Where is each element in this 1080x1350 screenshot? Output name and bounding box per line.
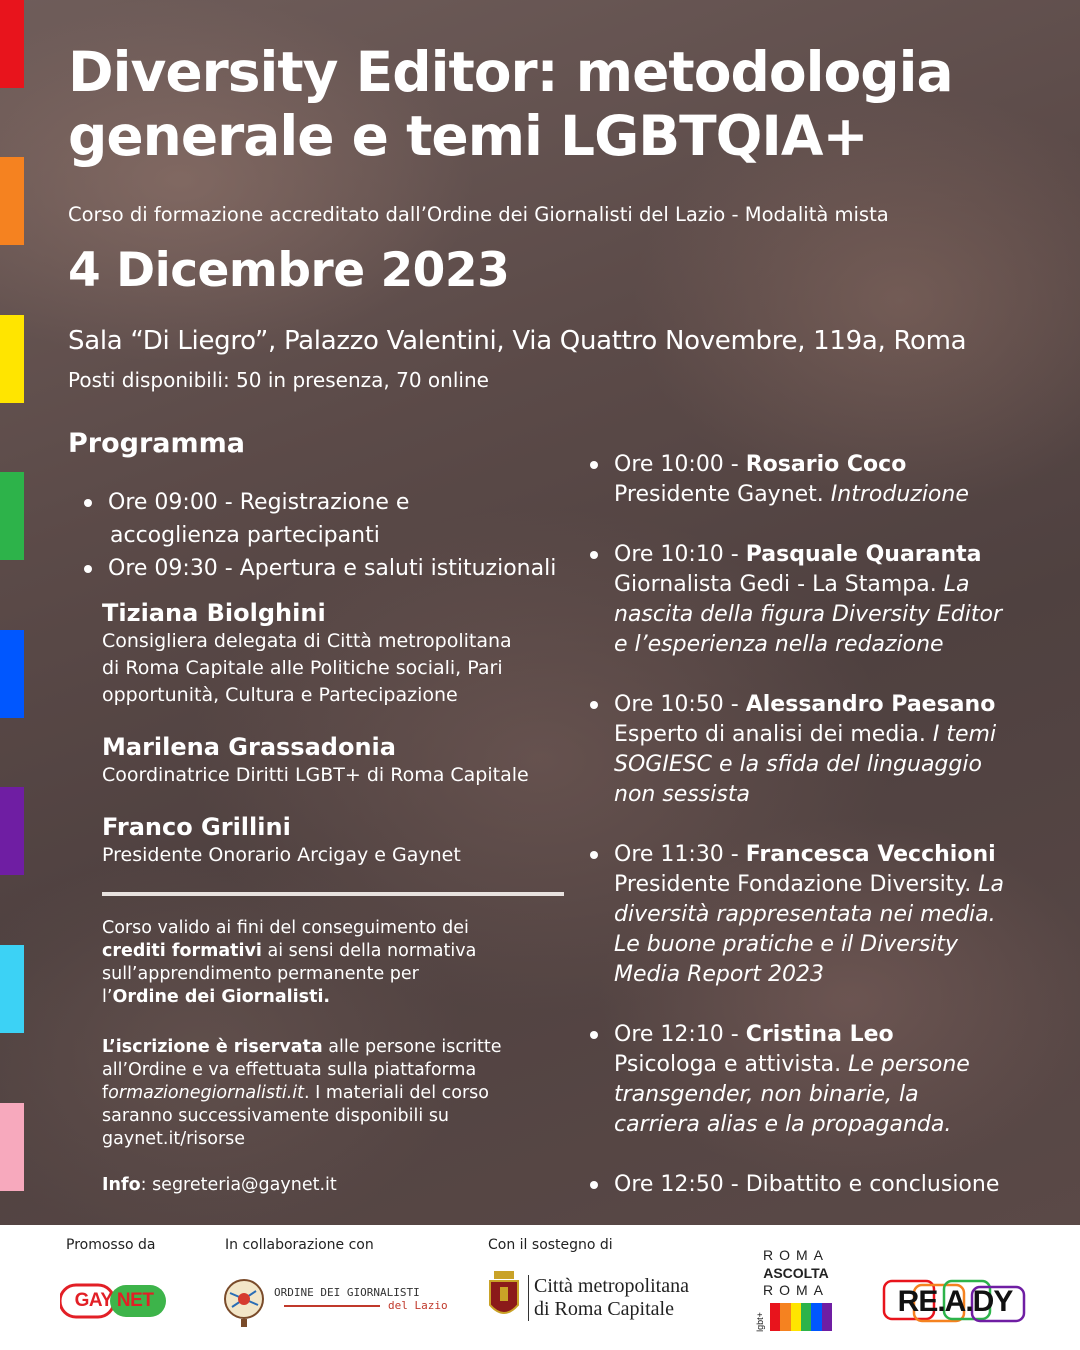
stripe-orange <box>0 157 24 245</box>
support-label: Con il sostegno di <box>488 1237 613 1253</box>
stripe-blue <box>0 630 24 718</box>
citta-metropolitana-logo <box>486 1269 716 1329</box>
citta-name-line2: di Roma Capitale <box>534 1298 674 1320</box>
event-date: 4 Dicembre 2023 <box>68 243 510 298</box>
title-line-1: Diversity Editor: metodologia <box>68 40 953 104</box>
stripe-purple <box>0 787 24 875</box>
info-contact: Info: segreteria@gaynet.it <box>102 1175 337 1195</box>
footer-partners <box>0 1225 1080 1350</box>
subtitle: Corso di formazione accreditato dall’Ordine dei Giornalisti del Lazio - Modalità mista <box>68 203 889 226</box>
program-item-1250: Ore 12:50 - Dibattito e conclusione <box>614 1170 1054 1200</box>
seats-available: Posti disponibili: 50 in presenza, 70 online <box>68 368 489 392</box>
program-item-1050: Ore 10:50 - Alessandro Paesano Esperto di analisi dei media. I temi SOGIESC e la sfida del linguaggio non sessista <box>614 690 1054 810</box>
program-item-1130: Ore 11:30 - Francesca Vecchioni Presidente Fondazione Diversity. La diversità rappresentata nei media. Le buone pratiche e il Diversity Media Report 2023 <box>614 840 1054 990</box>
registration-note: L’iscrizione è riservata alle persone iscritte all’Ordine e va effettuata sulla piattaforma formazionegiornalisti.it. I materiali del corso saranno successivamente disponibili su gaynet.it/risorse <box>102 1037 502 1149</box>
speaker-name: Franco Grillini <box>102 813 291 841</box>
citta-name-line1: Città metropolitana <box>534 1275 689 1297</box>
programma-heading: Programma <box>68 428 246 459</box>
ready-logo-text: RE.A.DY <box>897 1285 1013 1318</box>
speaker-role: Presidente Onorario Arcigay e Gaynet <box>102 844 461 866</box>
speaker-grillini <box>102 812 572 869</box>
rar-small-label: lgbt+ <box>754 1312 765 1332</box>
credits-note: Corso valido ai fini del conseguimento dei crediti formativi ai sensi della normativa sull’apprendimento permanente per l’Ordine dei Giornalisti. <box>102 918 477 1007</box>
rainbow-bars-icon <box>770 1303 832 1331</box>
stripe-lightblue <box>0 945 24 1033</box>
program-item-0930: Ore 09:30 - Apertura e saluti istituzionali <box>108 552 568 585</box>
odg-lazio-logo <box>220 1273 450 1333</box>
collab-label: In collaborazione con <box>225 1237 374 1253</box>
stripe-yellow <box>0 315 24 403</box>
title-line-2: generale e temi LGBTQIA+ <box>68 104 868 168</box>
stripe-green <box>0 472 24 560</box>
roma-ascolta-roma-logo: ROMA ASCOLTA ROMA lgbt+ <box>756 1247 836 1337</box>
speaker-biolghini <box>102 598 572 709</box>
speaker-role: Coordinatrice Diritti LGBT+ di Roma Capitale <box>102 764 529 786</box>
page-title <box>68 40 1058 168</box>
promoted-label: Promosso da <box>66 1237 156 1253</box>
speaker-grassadonia <box>102 732 572 789</box>
odg-name: ORDINE DEI GIORNALISTI <box>274 1286 420 1299</box>
divider <box>102 892 564 896</box>
speaker-name: Tiziana Biolghini <box>102 599 326 627</box>
stripe-pink <box>0 1103 24 1191</box>
gaynet-logo-text: GAY NET <box>74 1290 154 1311</box>
gaynet-logo <box>60 1281 168 1321</box>
speaker-name: Marilena Grassadonia <box>102 733 396 761</box>
stripe-red <box>0 0 24 88</box>
speaker-role: Consigliera delegata di Città metropolitana di Roma Capitale alle Politiche sociali, Pari opportunità, Cultura e Partecipazione <box>102 630 512 706</box>
event-venue: Sala “Di Liegro”, Palazzo Valentini, Via Quattro Novembre, 119a, Roma <box>68 326 967 356</box>
citta-divider <box>528 1275 529 1321</box>
program-item-0900: Ore 09:00 - Registrazione e accoglienza partecipanti <box>108 486 568 552</box>
program-item-1000: Ore 10:00 - Rosario Coco Presidente Gaynet. Introduzione <box>614 450 1054 510</box>
ready-logo <box>880 1277 1030 1325</box>
program-item-1010: Ore 10:10 - Pasquale Quaranta Giornalista Gedi - La Stampa. La nascita della figura Diversity Editor e l’esperienza nella redazione <box>614 540 1054 660</box>
odg-region: del Lazio <box>388 1299 448 1312</box>
program-item-1210: Ore 12:10 - Cristina Leo Psicologa e attivista. Le persone transgender, non binarie, la carriera alias e la propaganda. <box>614 1020 1054 1140</box>
feather-icon <box>284 1305 380 1307</box>
